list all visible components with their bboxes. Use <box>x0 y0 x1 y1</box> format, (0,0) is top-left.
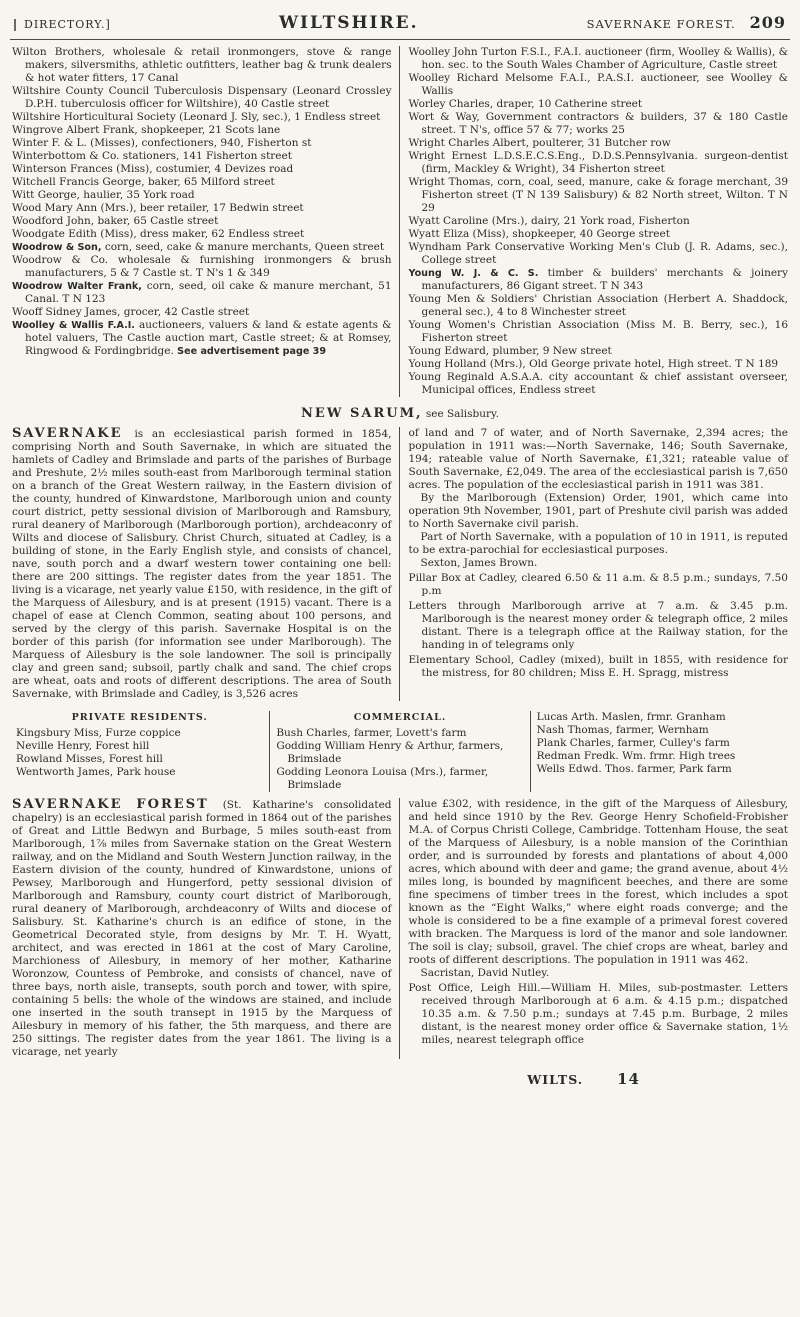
entry-text: Young Women's Christian Association (Miss M. B. Berry, sec.), 16 Fisherton street <box>408 319 788 344</box>
entry-text: Woodford John, baker, 65 Castle street <box>12 215 219 227</box>
section-running-head <box>586 13 786 32</box>
entry-text: Woodrow & Co. wholesale & furnishing ironmongers & brush manufacturers, 5 & 7 Castle st. T N's 1 & 349 <box>12 254 392 279</box>
directory-entry <box>12 202 392 215</box>
entry-text: Winterbottom & Co. stationers, 141 Fisherton street <box>12 150 292 162</box>
directory-entry <box>409 111 789 137</box>
resident-entry: Plank Charles, farmer, Culley's farm <box>536 737 730 749</box>
entry-text: Young Men & Soldiers' Christian Association (Herbert A. Shaddock, general sec.), 4 to 8 Winchester street <box>408 293 788 318</box>
paragraph: value £302, with residence, in the gift of the Marquess of Ailesbury, and held since 1910 by the Rev. George Henry Schofield-Frobisher M.A. of Corpus Christi College, Cambridge. Tottenham House, the seat of the Marquess of Ailesbury, is a noble mansion of the Corinthian order, and is surrounded by forests and plantations of about 4,000 acres, which abound with deer and game; the grand avenue, about 4½ miles long, is bounded by magnificent beeches, and there are some fine specimens of timber trees in the forest, which includes a spot known as the “Eight Walks,” where eight roads converge; and the whole is considered to be a fine example of a primeval forest covered with bracken. The Marquess is lord of the manor and sole landowner. The soil is clay; subsoil, gravel. The chief crops are wheat, barley and roots of different descriptions. The population in 1911 was 462. <box>408 798 788 966</box>
entry-text: Wingrove Albert Frank, shopkeeper, 21 Scots lane <box>12 124 281 136</box>
private-residents-heading: PRIVATE RESIDENTS. <box>71 712 208 723</box>
commercial-list-continued <box>537 711 784 776</box>
entry-text: Wiltshire Horticultural Society (Leonard J. Sly, sec.), 1 Endless street <box>12 111 381 123</box>
paragraph: Letters through Marlborough arrive at 7 a.m. & 3.45 p.m. Marlborough is the nearest money order & telegraph office, 2 miles distant. There is a telegraph office at the Railway station, for the handing in of telegrams only <box>408 600 788 651</box>
directory-column-left <box>10 46 399 397</box>
directory-entry <box>409 150 789 176</box>
directory-entry <box>409 46 789 72</box>
entry-text: timber & builders' merchants & joinery manufacturers, 86 Gigant street. T N 343 <box>421 267 788 292</box>
entry-text: Winter F. & L. (Misses), confectioners, 940, Fisherton st <box>12 137 312 149</box>
paragraph: Sacristan, David Nutley. <box>420 967 550 979</box>
directory-column-right <box>399 46 791 397</box>
page-header <box>10 10 790 40</box>
paragraph: Elementary School, Cadley (mixed), built in 1855, with residence for the mistress, for 80 children; Miss E. H. Spragg, mistress <box>408 654 788 679</box>
resident-entry: Godding Leonora Louisa (Mrs.), farmer, Brimslade <box>276 766 489 791</box>
directory-entry <box>12 124 392 137</box>
county-title: WILTSHIRE. <box>278 13 419 33</box>
commercial-column-continued <box>530 711 790 792</box>
savernake-forest-section <box>10 798 790 1059</box>
directory-entry <box>409 319 789 345</box>
entry-text: Woodgate Edith (Miss), dress maker, 62 Endless street <box>12 228 305 240</box>
directory-entry <box>409 345 789 358</box>
parish-heading: SAVERNAKE FOREST <box>12 797 223 812</box>
directory-entry <box>12 319 392 358</box>
directory-entry <box>12 137 392 150</box>
directory-entry <box>409 371 789 397</box>
directory-entry <box>409 241 789 267</box>
directory-entry <box>409 215 789 228</box>
directory-entry <box>409 98 789 111</box>
entry-text: Wyatt Eliza (Miss), shopkeeper, 40 George street <box>408 228 670 240</box>
directory-entry <box>12 215 392 228</box>
savernake-column-right <box>399 427 791 701</box>
entry-text: Witchell Francis George, baker, 65 Milford street <box>12 176 275 188</box>
margin-mark <box>14 19 16 31</box>
parish-heading: SAVERNAKE <box>12 426 135 441</box>
directory-listings <box>10 46 790 397</box>
page-footer <box>10 1070 790 1088</box>
savernake-column-left <box>10 427 399 701</box>
entry-text: Young Edward, plumber, 9 New street <box>408 345 612 357</box>
directory-entry <box>12 280 392 306</box>
directory-entry <box>12 254 392 280</box>
section-name: SAVERNAKE FOREST. <box>586 17 736 31</box>
entry-text: Young Reginald A.S.A.A. city accountant & chief assistant overseer, Municipal offices, Endless street <box>408 371 788 396</box>
directory-entry <box>409 228 789 241</box>
entry-text: Wood Mary Ann (Mrs.), beer retailer, 17 Bedwin street <box>12 202 304 214</box>
entry-text: Wright Thomas, corn, coal, seed, manure, cake & forage merchant, 39 Fisherton street (T N 139 Salisbury) & 82 North street, Wilton. T N 29 <box>408 176 788 214</box>
private-residents-list <box>16 727 263 779</box>
paragraph: By the Marlborough (Extension) Order, 1901, which came into operation 9th November, 1901, part of Preshute civil parish was added to North Savernake civil parish. <box>408 492 788 530</box>
resident-entry: Neville Henry, Forest hill <box>16 740 150 752</box>
resident-entry: Redman Fredk. Wm. frmr. High trees <box>536 750 736 762</box>
new-sarum-seealso: see Salisbury. <box>422 408 499 420</box>
entry-text: Young Holland (Mrs.), Old George private hotel, High street. T N 189 <box>408 358 779 370</box>
residents-section <box>10 711 790 792</box>
resident-entry: Bush Charles, farmer, Lovett's farm <box>276 727 467 739</box>
header-directory-text: DIRECTORY.] <box>24 18 111 31</box>
paragraph: SAVERNAKE is an ecclesiastical parish formed in 1854, comprising North and South Savernake, in which are situated the hamlets of Cadley and Brimslade and parts of the parishes of Burbage and Preshute, 2½ miles south-east from Marlborough terminal station on a branch of the Great Western railway, in the Eastern division of the county, hundred of Kinwardstone, Marlborough union and county court district, petty sessional division of Marlborough and Ramsbury, rural deanery of Marlborough (Marlborough portion), archdeaconry of Wilts and diocese of Salisbury. Christ Church, situated at Cadley, is a building of stone, in the Early English style, and consists of chancel, nave, south porch and a dwarf western tower containing one bell: there are 200 sittings. The register dates from the year 1851. The living is a vicarage, net yearly value £150, with residence, in the gift of the Marquess of Ailesbury, and is at present (1915) vacant. There is a chapel of ease at Clench Common, seating about 100 persons, and served by the clergy of this parish. Savernake Hospital is on the border of this parish (for information see under Marlborough). The Marquess of Ailesbury is the sole landowner. The soil is principally clay and green sand; subsoil, partly chalk and sand. The chief crops are wheat, oats and roots of different descriptions. The area of South Savernake, with Brimslade and Cadley, is 3,526 acres <box>12 426 392 700</box>
directory-entry <box>12 85 392 111</box>
resident-entry: Godding William Henry & Arthur, farmers, Brimslade <box>276 740 504 765</box>
page-number: 209 <box>749 13 786 32</box>
entry-text: corn, seed, oil cake & manure merchant, 51 Canal. T N 123 <box>25 280 392 305</box>
directory-entry <box>12 189 392 202</box>
directory-entry <box>409 137 789 150</box>
paragraph: SAVERNAKE FOREST (St. Katharine's consolidated chapelry) is an ecclesiastical parish formed in 1864 out of the parishes of Great and Little Bedwyn and Burbage, 5 miles south-east from Marlborough, 1⅞ miles from Savernake station on the Great Western railway, and on the Midland and South Western Junction railway, in the Eastern division of the county, hundred of Kinwardstone, unions of Pewsey, Marlborough and Hungerford, petty sessional division of Marlborough and Ramsbury, county court district of Marlborough, rural deanery of Marlborough, archdeaconry of Wilts and diocese of Salisbury. St. Katharine's church is an edifice of stone, in the Geometrical Decorated style, from designs by Mr. T. H. Wyatt, architect, and was erected in 1861 at the cost of Mary Caroline, Marchioness of Ailesbury, in memory of her mother, Katharine Woronzow, Countess of Pembroke, and consists of chancel, nave of three bays, north aisle, transepts, south porch and tower, with spire, containing 5 bells: the whole of the windows are stained, and include one inserted in the south transept in 1915 by the Marquess of Ailesbury in memory of his father, the 5th marquess, and there are 250 sittings. The register dates from the year 1861. The living is a vicarage, net yearly <box>12 797 392 1058</box>
entry-text: Wyndham Park Conservative Working Men's Club (J. R. Adams, sec.), College street <box>408 241 788 266</box>
resident-entry: Kingsbury Miss, Furze coppice <box>16 727 181 739</box>
new-sarum-crossref <box>10 407 790 421</box>
entry-text: Wright Ernest L.D.S.E.C.S.Eng., D.D.S.Pennsylvania. surgeon-dentist (firm, Mackley & Wright), 34 Fisherton street <box>408 150 788 175</box>
entry-name-bold: Woolley & Wallis F.A.I. <box>12 320 135 331</box>
entry-name-bold: Woodrow Walter Frank, <box>12 281 142 292</box>
entry-name-bold: See advertisement page 39 <box>173 346 327 357</box>
directory-entry <box>12 306 392 319</box>
commercial-list <box>276 727 523 792</box>
forest-column-right <box>399 798 791 1059</box>
entry-text: corn, seed, cake & manure merchants, Queen street <box>101 241 385 253</box>
paragraph: Post Office, Leigh Hill.—William H. Miles, sub-postmaster. Letters received through Marlborough at 6 a.m. & 4.15 p.m.; dispatched 10.35 a.m. & 7.50 p.m.; sundays at 7.45 p.m. Burbage, 2 miles distant, is the nearest money order office & Savernake station, 1½ miles, nearest telegraph office <box>408 982 788 1046</box>
entry-text: Wiltshire County Council Tuberculosis Dispensary (Leonard Crossley D.P.H. tuberculosis officer for Wiltshire), 40 Castle street <box>12 85 392 110</box>
new-sarum-heading: NEW SARUM, <box>301 406 423 421</box>
directory-entry <box>12 46 392 85</box>
resident-entry: Lucas Arth. Maslen, frmr. Granham <box>536 711 726 723</box>
entry-text: Wilton Brothers, wholesale & retail ironmongers, stove & range makers, silversmiths, athletic outfitters, leather bag & trunk dealers & hot water fitters, 17 Canal <box>12 46 392 84</box>
directory-entry <box>12 111 392 124</box>
commercial-column <box>269 711 529 792</box>
resident-entry: Wentworth James, Park house <box>16 766 176 778</box>
directory-entry <box>12 176 392 189</box>
forest-column-left <box>10 798 399 1059</box>
entry-text: Worley Charles, draper, 10 Catherine street <box>408 98 643 110</box>
private-residents-column <box>10 711 269 792</box>
paragraph: Part of North Savernake, with a population of 10 in 1911, is reputed to be extra-parochial for ecclesiastical purposes. <box>408 531 788 556</box>
directory-entry <box>12 163 392 176</box>
entry-text: Woolley Richard Melsome F.A.I., P.A.S.I. auctioneer, see Woolley & Wallis <box>408 72 788 97</box>
directory-entry <box>409 358 789 371</box>
entry-text: Wort & Way, Government contractors & builders, 37 & 180 Castle street. T N's, office 57 & 77; works 25 <box>408 111 788 136</box>
directory-entry <box>12 241 392 254</box>
entry-text: Wright Charles Albert, poulterer, 31 Butcher row <box>408 137 671 149</box>
entry-name-bold: Woodrow & Son, <box>12 242 102 253</box>
directory-entry <box>409 267 789 293</box>
footer-county-signature: WILTS. <box>527 1072 584 1087</box>
directory-entry <box>12 228 392 241</box>
directory-entry <box>409 176 789 215</box>
paragraph: Sexton, James Brown. <box>420 557 538 569</box>
entry-text: Wyatt Caroline (Mrs.), dairy, 21 York road, Fisherton <box>408 215 690 227</box>
entry-text: Witt George, haulier, 35 York road <box>12 189 195 201</box>
paragraph: Pillar Box at Cadley, cleared 6.50 & 11 a.m. & 8.5 p.m.; sundays, 7.50 p.m <box>408 572 788 597</box>
resident-entry: Wells Edwd. Thos. farmer, Park farm <box>536 763 732 775</box>
entry-text: auctioneers, valuers & land & estate agents & hotel valuers, The Castle auction mart, Castle street; & at Romsey, Ringwood & Fordingbridge. <box>25 319 392 357</box>
directory-entry <box>12 150 392 163</box>
paragraph: of land and 7 of water, and of North Savernake, 2,394 acres; the population in 1911 was:—North Savernake, 146; South Savernake, 194; rateable value of North Savernake, £1,321; rateable value of South Savernake, £2,049. The area of the ecclesiastical parish is 7,650 acres. The population of the ecclesiastical parish in 1911 was 381. <box>408 427 788 491</box>
savernake-section <box>10 427 790 701</box>
resident-entry: Rowland Misses, Forest hill <box>16 753 163 765</box>
entry-name-bold: Young W. J. & C. S. <box>408 268 539 279</box>
commercial-heading: COMMERCIAL. <box>353 712 447 723</box>
entry-text: Wooff Sidney James, grocer, 42 Castle street <box>12 306 250 318</box>
directory-entry <box>409 293 789 319</box>
entry-text: Winterson Frances (Miss), costumier, 4 Devizes road <box>12 163 294 175</box>
resident-entry: Nash Thomas, farmer, Wernham <box>536 724 709 736</box>
footer-sheet-number: 14 <box>617 1070 640 1088</box>
directory-entry <box>409 72 789 98</box>
header-directory-label <box>14 18 111 31</box>
entry-text: Woolley John Turton F.S.I., F.A.I. auctioneer (firm, Woolley & Wallis), & hon. sec. to the South Wales Chamber of Agriculture, Castle street <box>408 46 788 71</box>
